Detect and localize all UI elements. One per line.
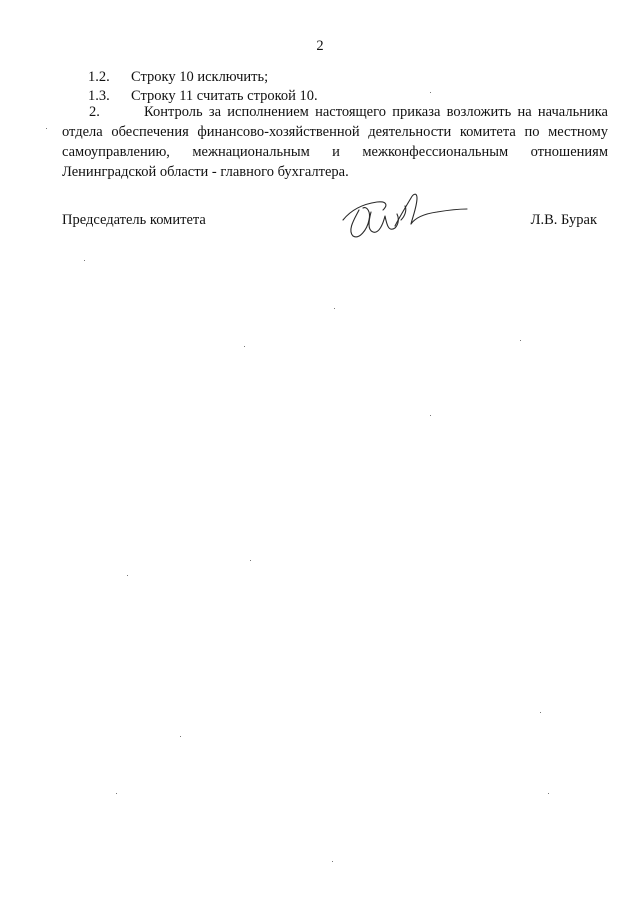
scan-speck <box>127 575 128 576</box>
scan-speck <box>84 260 85 261</box>
handwritten-signature <box>333 180 473 250</box>
scan-speck <box>540 712 541 713</box>
signer-name: Л.В. Бурак <box>530 212 597 228</box>
list-item-1-2 <box>62 68 607 87</box>
paragraph-number: 2. <box>89 104 100 120</box>
scan-speck <box>180 736 181 737</box>
scan-speck <box>244 346 245 347</box>
item-text: Строку 11 считать строкой 10. <box>131 88 318 104</box>
item-text: Строку 10 исключить; <box>131 69 269 85</box>
scan-speck <box>116 793 117 794</box>
scan-speck <box>548 793 549 794</box>
scan-speck <box>46 128 47 129</box>
page-number: 2 <box>316 38 324 54</box>
scan-speck <box>520 340 521 341</box>
scan-speck <box>430 92 431 93</box>
scan-speck <box>250 560 251 561</box>
signer-role: Председатель комитета <box>62 212 206 228</box>
item-number: 1.3. <box>88 88 110 104</box>
scan-speck <box>430 415 431 416</box>
paragraph-2 <box>62 102 608 182</box>
scan-speck <box>332 861 333 862</box>
item-number: 1.2. <box>88 69 110 85</box>
paragraph-text: Контроль за исполнением настоящего приказа возложить на начальника отдела обеспечения финансово-хозяйственной деятельности комитета по местному самоуправлению, межнациональным и межконфессиональным отношениям Ленинградской области - главного бухгалтера. <box>62 104 608 180</box>
scan-speck <box>334 308 335 309</box>
